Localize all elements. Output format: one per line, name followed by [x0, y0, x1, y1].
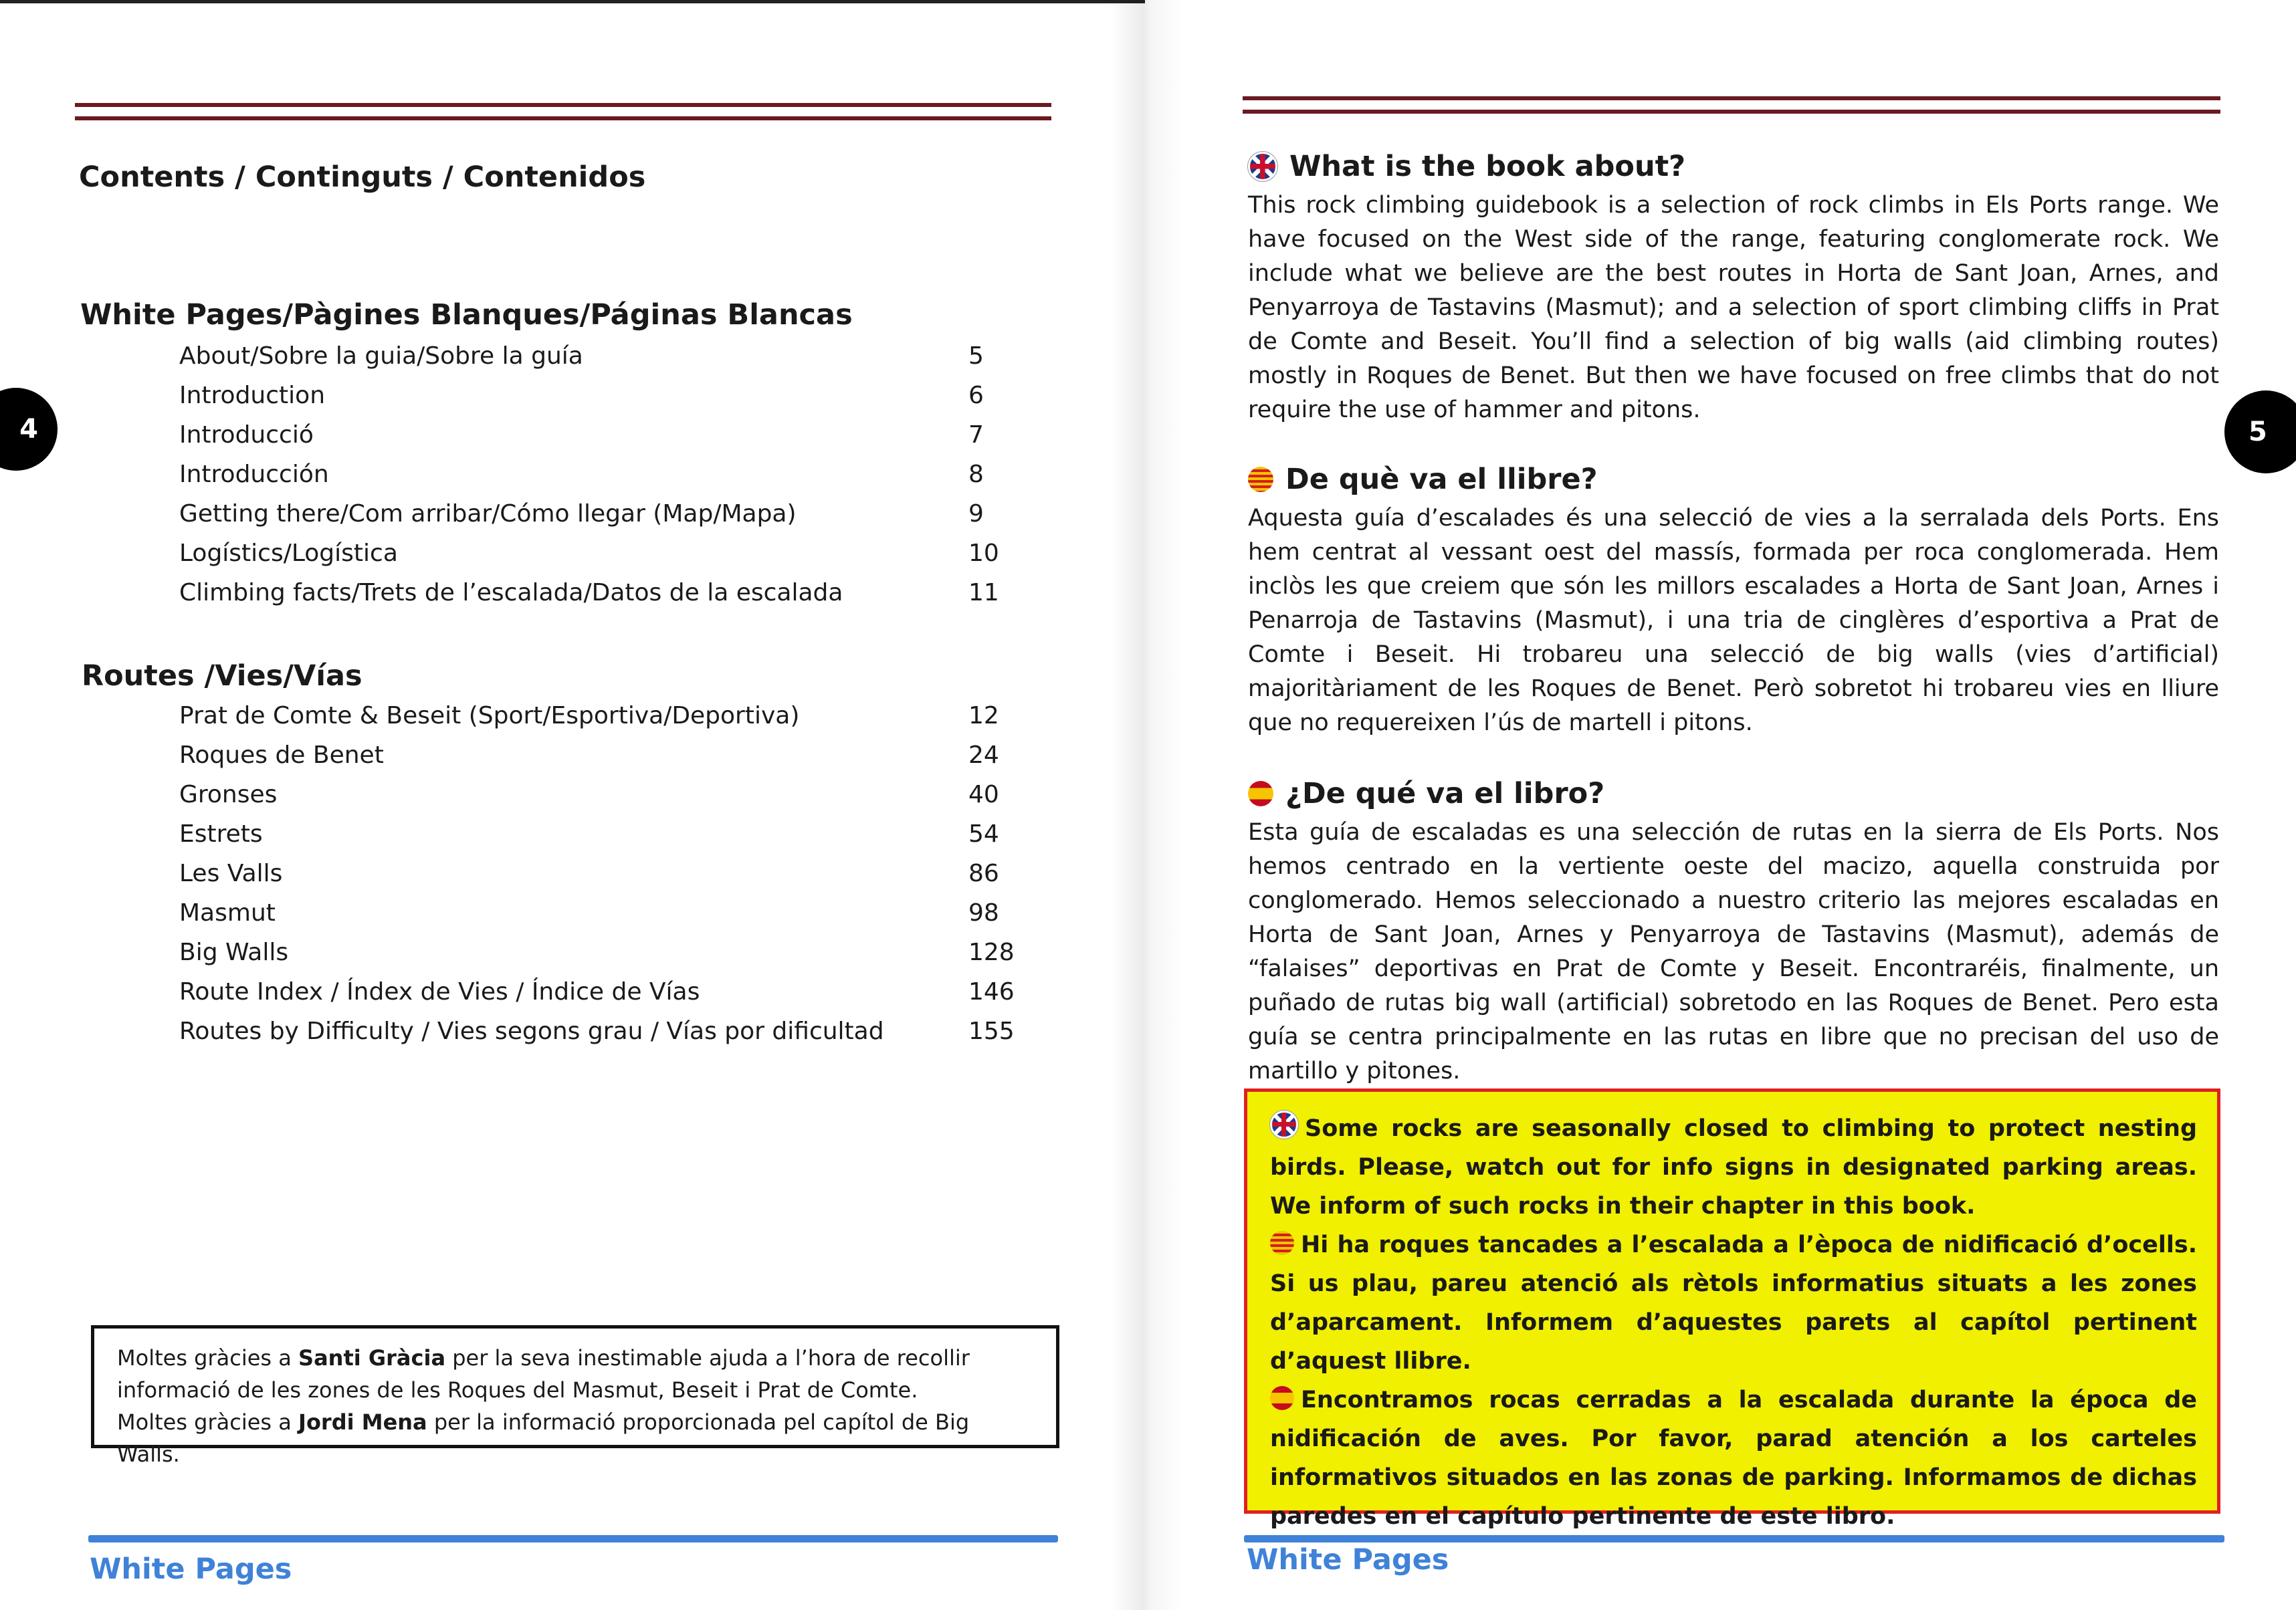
toc-row[interactable] — [175, 741, 1018, 780]
toc-row[interactable] — [175, 421, 1018, 460]
toc-section-title: White Pages/Pàgines Blanques/Páginas Blancas — [80, 298, 853, 332]
toc-page-number: 7 — [968, 421, 984, 449]
catalan-flag-icon — [1248, 467, 1273, 492]
toc-row[interactable] — [175, 820, 1018, 859]
acknowledgements-box — [91, 1325, 1059, 1467]
nesting-birds-notice — [1244, 1088, 2220, 1530]
footer-label: White Pages — [90, 1552, 292, 1586]
toc-label: About/Sobre la guia/Sobre la guía — [179, 342, 583, 370]
toc-label: Introduction — [179, 382, 326, 409]
toc-title: Contents / Continguts / Contenidos — [79, 160, 646, 194]
toc-row[interactable] — [175, 342, 1018, 381]
toc-page-number: 5 — [968, 342, 984, 370]
uk-flag-icon — [1248, 152, 1277, 181]
catalan-flag-icon — [1270, 1231, 1294, 1255]
section-heading: ¿De qué va el libro? — [1285, 777, 1605, 810]
toc-row[interactable] — [175, 978, 1018, 1017]
toc-label: Logístics/Logística — [179, 540, 398, 567]
notice-english — [1270, 1109, 2197, 1226]
page-number: 4 — [19, 414, 38, 445]
notice-text: Hi ha roques tancades a l’escalada a l’època de nidificació d’ocells. Si us plau, pareu atenció als rètols informatius situats a les zones d’aparcament. Informem d’aquestes parets al capítol pertinent d’aquest llibre. — [1270, 1232, 2197, 1375]
toc-label: Estrets — [179, 820, 263, 848]
toc-label: Les Valls — [179, 860, 283, 887]
toc-page-number: 24 — [968, 741, 999, 769]
toc-page-number: 146 — [968, 978, 1015, 1006]
toc-page-number: 9 — [968, 500, 984, 528]
footer-label: White Pages — [1247, 1543, 1449, 1577]
section-heading: What is the book about? — [1289, 150, 1686, 183]
spanish-flag-icon — [1270, 1386, 1294, 1410]
uk-flag-icon — [1270, 1111, 1298, 1139]
section-body: Aquesta guía d’escalades és una selecció de vies a la serralada dels Ports. Ens hem centrat al vessant oest del massís, formada per roca conglomerada. Hem inclòs les que creiem que són les millors escalades a Horta de Sant Joan, Arnes i Penarroja de Tastavins (Masmut), i una tria de cinglères d’esportiva a Prat de Comte i Beseit. Hi trobareu una selecció de big walls (vies d’artificial) majoritàriament de les Roques de Benet. Però sobretot hi trobareu vies en lliure que no requereixen l’ús de martell i pitons. — [1248, 505, 2219, 736]
toc-page-number: 6 — [968, 382, 984, 409]
toc-row[interactable] — [175, 939, 1018, 978]
toc-row[interactable] — [175, 461, 1018, 499]
thanks-name-1: Santi Gràcia — [298, 1345, 446, 1371]
footer-rule — [88, 1535, 1058, 1542]
toc-page-number: 155 — [968, 1018, 1015, 1045]
toc-page-number: 12 — [968, 702, 999, 729]
section-body: This rock climbing guidebook is a selection of rock climbs in Els Ports range. We have focused on the West side of the range, featuring conglomerate rock. We include what we believe are the best routes in Horta de Sant Joan, Arnes, and Penyarroya de Tastavins (Masmut); and a selection of sport climbing cliffs in Prat de Comte and Beseit. You’ll find a selection of big walls (aid climbing routes) mostly in Roques de Benet. But then we have focused on free climbs that do not require the use of hammer and pitons. — [1248, 192, 2219, 423]
toc-label: Introducció — [179, 421, 314, 449]
notice-text: Some rocks are seasonally closed to climbing to protect nesting birds. Please, watch out for info signs in designated parking areas. We inform of such rocks in their chapter in this book. — [1270, 1115, 2197, 1220]
toc-label: Route Index / Índex de Vies / Índice de Vías — [179, 978, 700, 1006]
section-heading: De què va el llibre? — [1285, 463, 1598, 496]
toc-label: Prat de Comte & Beseit (Sport/Esportiva/Deportiva) — [179, 702, 800, 729]
catalan-section — [1248, 463, 2219, 740]
spanish-section — [1248, 777, 2219, 1088]
english-section — [1248, 150, 2219, 427]
toc-row[interactable] — [175, 860, 1018, 899]
notice-spanish — [1270, 1381, 2197, 1536]
thanks-name-2: Jordi Mena — [298, 1409, 427, 1435]
toc-row[interactable] — [175, 382, 1018, 421]
left-page — [0, 0, 1145, 1610]
toc-row[interactable] — [175, 1018, 1018, 1056]
toc-page-number: 128 — [968, 939, 1015, 966]
notice-text: Encontramos rocas cerradas a la escalada durante la época de nidificación de aves. Por favor, parad atención a los carteles informativos situados en las zonas de parking. Informamos de dichas paredes en el capítulo pertinente de este libro. — [1270, 1387, 2197, 1530]
toc-label: Big Walls — [179, 939, 289, 966]
toc-row[interactable] — [175, 579, 1018, 618]
toc-label: Masmut — [179, 899, 276, 927]
header-rule — [75, 103, 1051, 120]
toc-row[interactable] — [175, 540, 1018, 578]
toc-page-number: 40 — [968, 781, 999, 808]
thanks-line2-pre: Moltes gràcies a — [117, 1409, 299, 1435]
toc-page-number: 10 — [968, 540, 999, 567]
thanks-line2-post: per la informació proporcionada pel capítol de Big Walls. — [117, 1409, 970, 1467]
toc-label: Introducción — [179, 461, 329, 488]
toc-label: Roques de Benet — [179, 741, 384, 769]
toc-label: Climbing facts/Trets de l’escalada/Datos de la escalada — [179, 579, 843, 606]
toc-section-title: Routes /Vies/Vías — [82, 659, 362, 693]
section-body: Esta guía de escaladas es una selección de rutas en la sierra de Els Ports. Nos hemos centrado en la vertiente oeste del macizo, aquella construida por conglomerado. Hemos seleccionado a nuestro criterio las mejores escaladas en Horta de Sant Joan, Arnes y Penyarroya de Tastavins (Masmut), además de “falaises” deportivas en Prat de Comte y Beseit. Encontraréis, finalmente, un puñado de rutas big wall (artificial) sobretodo en las Roques de Benet. Pero esta guía se centra principalmente en las rutas en libre que no precisan del uso de martillo y pitones. — [1248, 819, 2219, 1084]
toc-page-number: 86 — [968, 860, 999, 887]
header-rule — [1243, 96, 2220, 114]
toc-page-number: 8 — [968, 461, 984, 488]
toc-row[interactable] — [175, 702, 1018, 741]
toc-row[interactable] — [175, 899, 1018, 938]
toc-page-number: 54 — [968, 820, 999, 848]
toc-label: Routes by Difficulty / Vies segons grau / Vías por dificultad — [179, 1018, 884, 1045]
toc-page-number: 98 — [968, 899, 999, 927]
top-edge-line — [0, 0, 1145, 3]
thanks-line1-post: per la seva inestimable ajuda a l’hora de recollir informació de les zones de les Roques del Masmut, Beseit i Prat de Comte. — [117, 1345, 970, 1403]
toc-label: Gronses — [179, 781, 278, 808]
toc-page-number: 11 — [968, 579, 999, 606]
thanks-line1-pre: Moltes gràcies a — [117, 1345, 299, 1371]
notice-catalan — [1270, 1226, 2197, 1381]
page-number: 5 — [2249, 417, 2267, 447]
footer-rule — [1244, 1535, 2224, 1542]
toc-label: Getting there/Com arribar/Cómo llegar (Map/Mapa) — [179, 500, 797, 528]
spanish-flag-icon — [1248, 781, 1273, 806]
toc-row[interactable] — [175, 500, 1018, 539]
toc-row[interactable] — [175, 781, 1018, 820]
